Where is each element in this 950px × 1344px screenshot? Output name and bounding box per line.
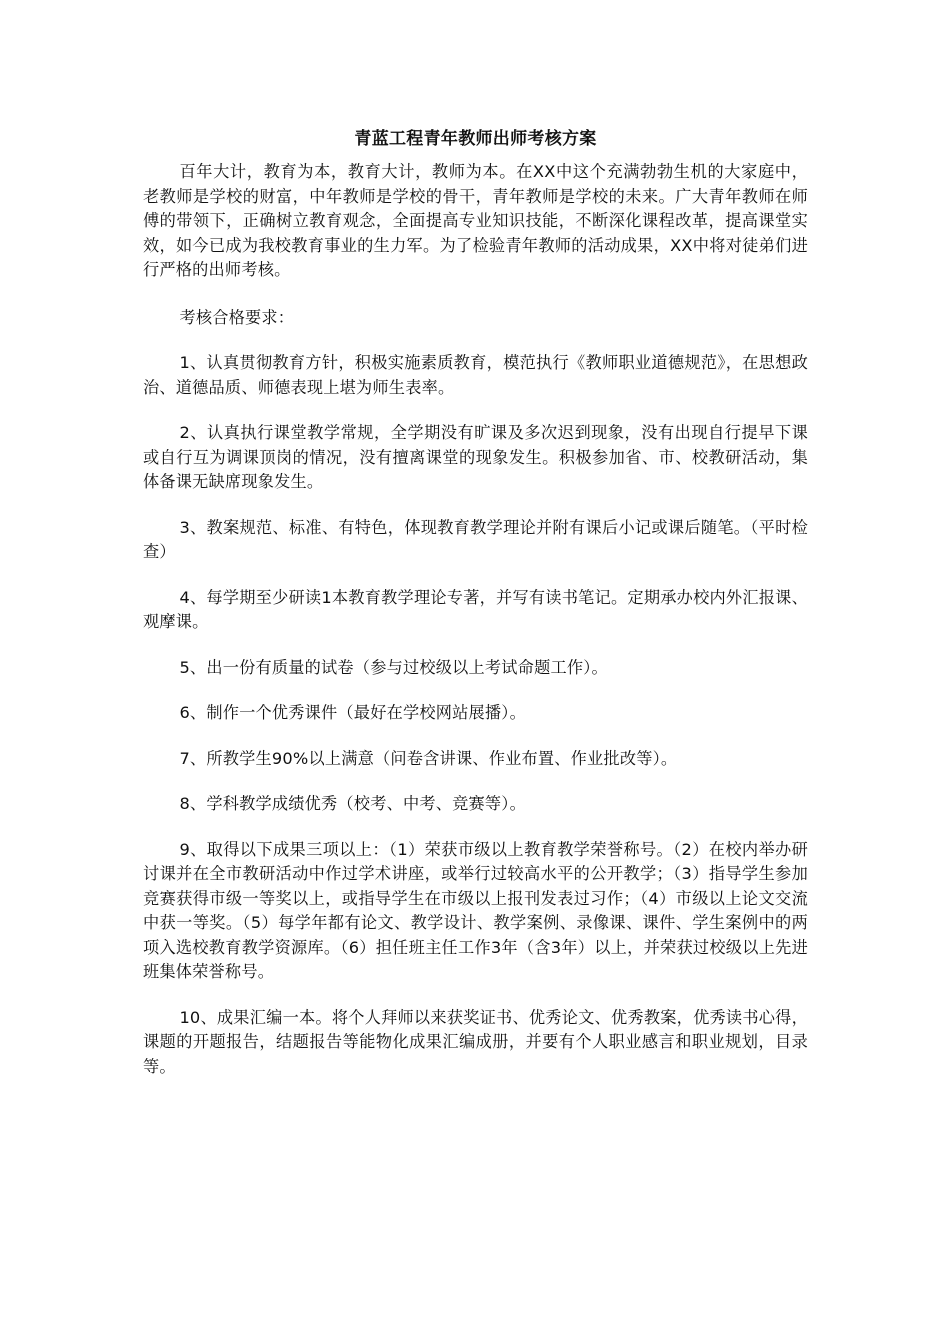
requirement-item-8: 8、学科教学成绩优秀（校考、中考、竞赛等）。: [179, 794, 526, 813]
requirement-item-3: 3、教案规范、标准、有特色，体现教育教学理论并附有课后小记或课后随笔。（平时检查）: [143, 517, 808, 561]
requirement-item-4: 4、每学期至少研读1本教育教学理论专著，并写有读书笔记。定期承办校内外汇报课、观摩课。: [143, 587, 808, 631]
document-title: 青蓝工程青年教师出师考核方案: [354, 129, 597, 149]
requirement-item-2: 2、认真执行课堂教学常规，全学期没有旷课及多次迟到现象，没有出现自行提早下课或自行互为调课顶岗的情况，没有擅离课堂的现象发生。积极参加省、市、校教研活动，集体备课无缺席现象发生。: [143, 423, 808, 491]
requirements-heading: 考核合格要求：: [179, 307, 295, 327]
requirement-item-9: 9、取得以下成果三项以上：（1）荣获市级以上教育教学荣誉称号。（2）在校内举办研讨课并在全市教研活动中作过学术讲座，或举行过较高水平的公开教学；（3）指导学生参加竞赛获得市级一等奖以上，或指导学生在市级以上报刊发表过习作；（4）市级以上论文交流中获一等奖。（5）每学年都有论文、教学设计、教学案例、录像课、课件、学生案例中的两项入选校教育教学资源库。（6）担任班主任工作3年（含3年）以上，并荣获过校级以上先进班集体荣誉称号。: [143, 839, 808, 981]
requirement-item-6: 6、制作一个优秀课件（最好在学校网站展播）。: [179, 703, 526, 722]
requirement-item-1: 1、认真贯彻教育方针，积极实施素质教育，模范执行《教师职业道德规范》，在思想政治、道德品质、师德表现上堪为师生表率。: [143, 353, 808, 397]
intro-paragraph: 百年大计，教育为本，教育大计，教师为本。在XX中这个充满勃勃生机的大家庭中，老教师是学校的财富，中年教师是学校的骨干，青年教师是学校的未来。广大青年教师在师傅的带领下，正确树立教育观念，全面提高专业知识技能，不断深化课程改革，提高课堂实效，如今已成为我校教育事业的生力军。为了检验青年教师的活动成果，XX中将对徒弟们进行严格的出师考核。: [143, 162, 808, 279]
requirement-item-7: 7、所教学生90%以上满意（问卷含讲课、作业布置、作业批改等）。: [179, 748, 678, 768]
document-body: [143, 126, 808, 1100]
requirement-item-5: 5、出一份有质量的试卷（参与过校级以上考试命题工作）。: [179, 657, 608, 677]
requirement-item-10: 10、成果汇编一本。将个人拜师以来获奖证书、优秀论文、优秀教案，优秀读书心得，课题的开题报告，结题报告等能物化成果汇编成册，并要有个人职业感言和职业规划，目录等。: [143, 1007, 808, 1076]
